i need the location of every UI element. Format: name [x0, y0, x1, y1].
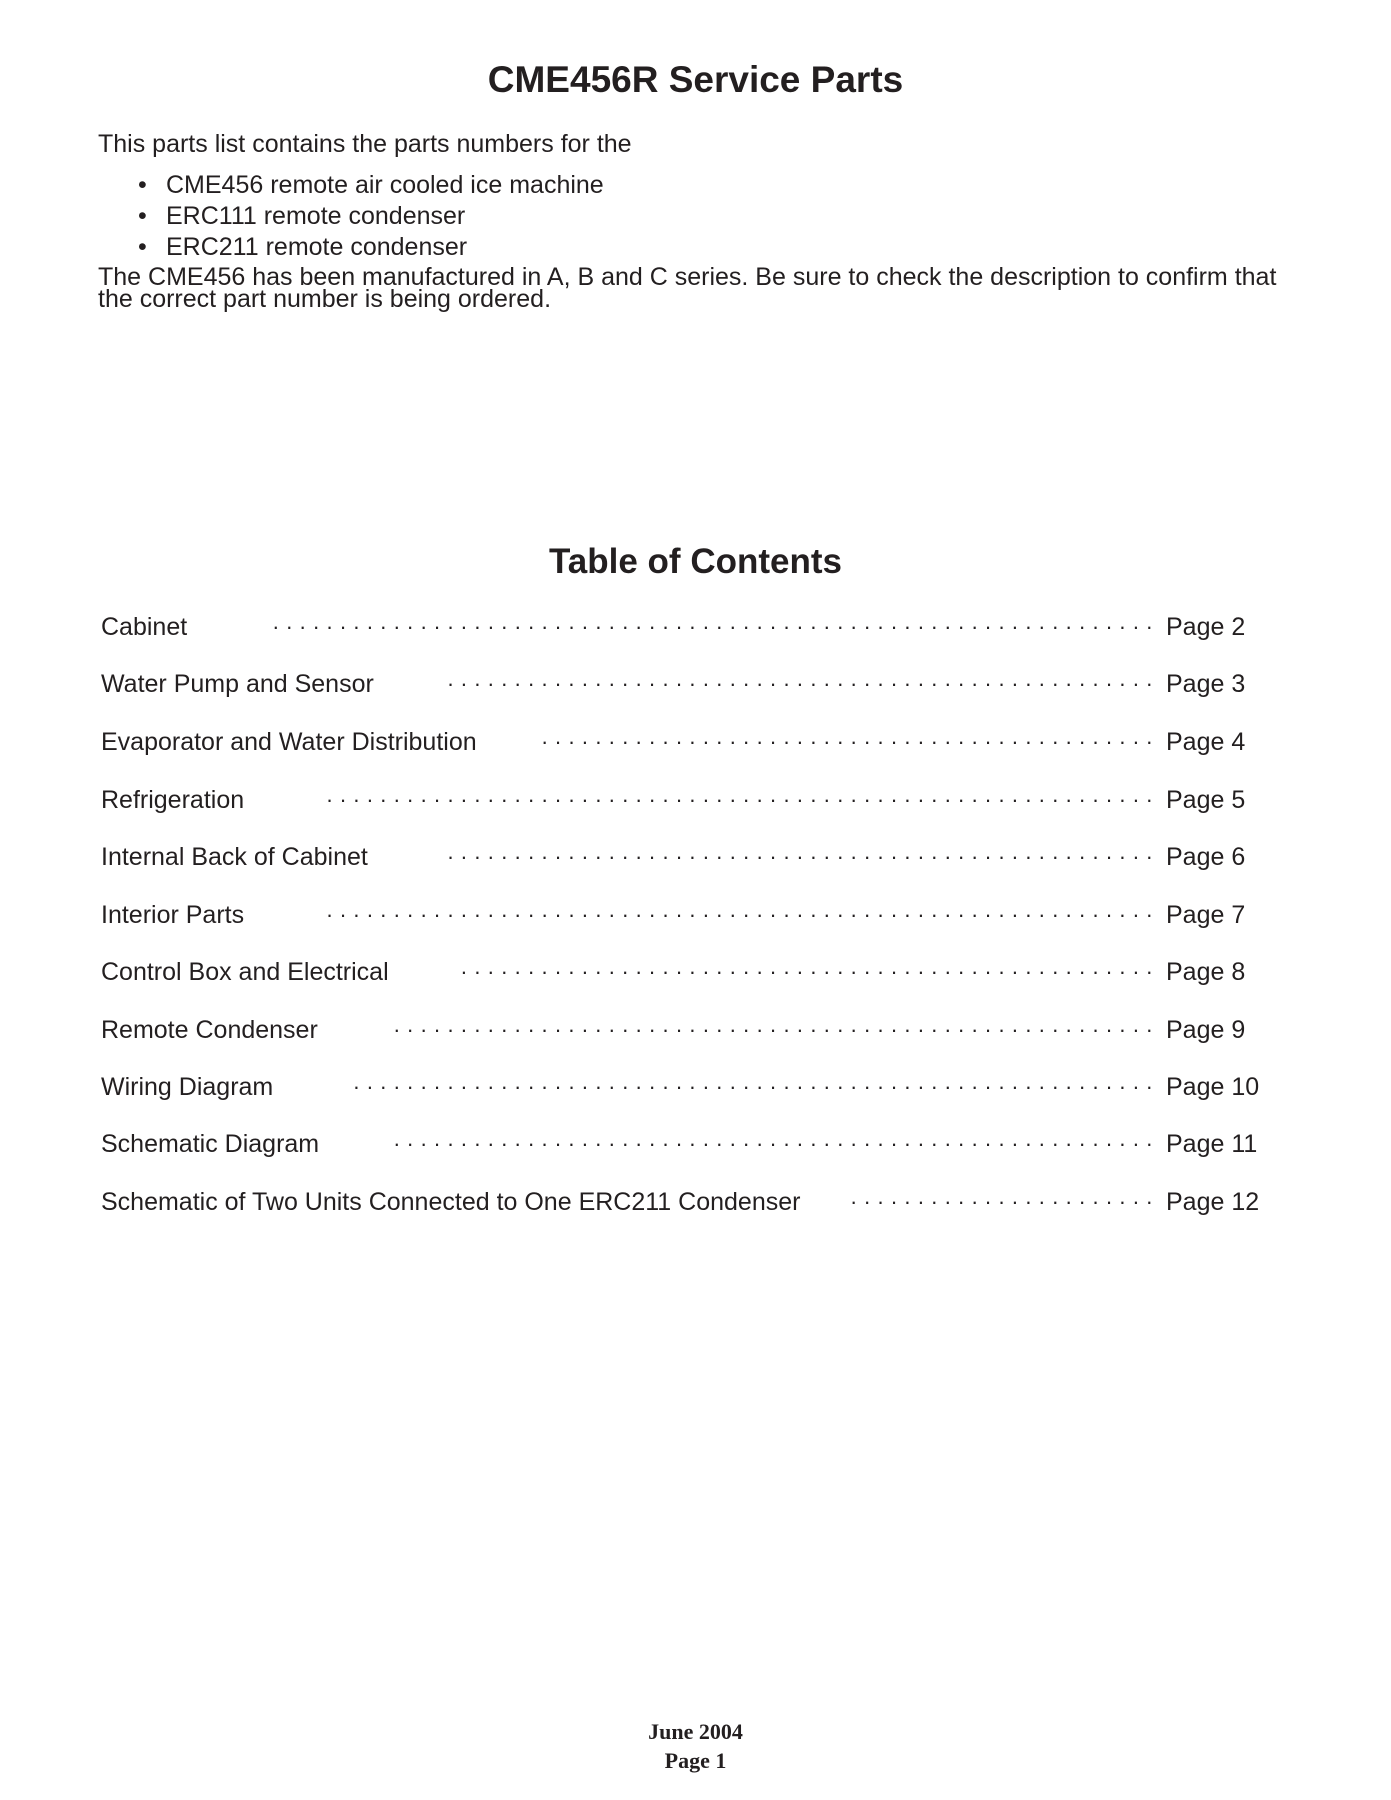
toc-entry-label: Internal Back of Cabinet: [101, 837, 374, 877]
toc-entry-page: Page 9: [1166, 1016, 1246, 1044]
toc-entry-page: Page 10: [1166, 1073, 1260, 1101]
toc-entry-two-units-schematic[interactable]: [101, 1182, 1263, 1222]
toc-entry-internal-back[interactable]: [101, 837, 1263, 877]
toc-entry-page: Page 11: [1166, 1130, 1258, 1158]
toc-entry-interior-parts[interactable]: [101, 895, 1263, 935]
dot-leader: · · · · · · · · · · · · · · · · · · · · · · · · · · · · · · · · · · · · · · · · · · · · · · · · · · · · ·: [446, 844, 1153, 869]
bullet-icon: •: [138, 202, 147, 230]
toc-entry-refrigeration[interactable]: [101, 780, 1263, 820]
bullet-icon: •: [138, 233, 147, 261]
toc-entry-label: Water Pump and Sensor: [101, 664, 380, 704]
dot-leader: · · · · · · · · · · · · · · · · · · · · · · · · · · · · · · · · · · · · · · · · · · · · · ·: [540, 729, 1153, 754]
toc-entry-page: Page 7: [1166, 901, 1246, 929]
dot-leader: · · · · · · · · · · · · · · · · · · · · · · · · · · · · · · · · · · · · · · · · · · · · · · · · · · · · · · · · · · · · · · · · · ·: [272, 614, 1153, 639]
toc-entry-page: Page 12: [1166, 1188, 1260, 1216]
dot-leader: · · · · · · · · · · · · · · · · · · · · · · ·: [850, 1189, 1153, 1214]
toc-entry-schematic-diagram[interactable]: [101, 1124, 1263, 1164]
footer-date: June 2004: [648, 1719, 743, 1744]
footer-page-number: Page 1: [664, 1748, 727, 1773]
toc-entry-water-pump[interactable]: [101, 664, 1263, 704]
toc-entry-label: Remote Condenser: [101, 1010, 324, 1050]
dot-leader: · · · · · · · · · · · · · · · · · · · · · · · · · · · · · · · · · · · · · · · · · · · · · · · · · · · · · · · · · · · ·: [352, 1074, 1153, 1099]
dot-leader: · · · · · · · · · · · · · · · · · · · · · · · · · · · · · · · · · · · · · · · · · · · · · · · · · · · · ·: [446, 671, 1153, 696]
toc-entry-wiring-diagram[interactable]: [101, 1067, 1263, 1107]
toc-entry-page: Page 2: [1166, 613, 1246, 641]
toc-entry-label: Interior Parts: [101, 895, 250, 935]
toc-entry-remote-condenser[interactable]: [101, 1010, 1263, 1050]
toc-entry-cabinet[interactable]: [101, 607, 1263, 647]
series-note-line-2: the correct part number is being ordered.: [98, 285, 552, 313]
dot-leader: · · · · · · · · · · · · · · · · · · · · · · · · · · · · · · · · · · · · · · · · · · · · · · · · · · · ·: [460, 959, 1153, 984]
toc-entry-label: Control Box and Electrical: [101, 952, 395, 992]
series-note-line-1: The CME456 has been manufactured in A, B and C series. Be sure to check the description to confirm that: [98, 263, 1277, 291]
dot-leader: · · · · · · · · · · · · · · · · · · · · · · · · · · · · · · · · · · · · · · · · · · · · · · · · · · · · · · · · ·: [393, 1131, 1153, 1156]
toc-entry-label: Wiring Diagram: [101, 1067, 279, 1107]
toc-entry-label: Schematic of Two Units Connected to One ERC211 Condenser: [101, 1182, 806, 1222]
toc-title: Table of Contents: [549, 542, 842, 581]
dot-leader: · · · · · · · · · · · · · · · · · · · · · · · · · · · · · · · · · · · · · · · · · · · · · · · · · · · · · · · · · · · · · ·: [325, 787, 1153, 812]
bullet-icon: •: [138, 171, 147, 199]
dot-leader: · · · · · · · · · · · · · · · · · · · · · · · · · · · · · · · · · · · · · · · · · · · · · · · · · · · · · · · · ·: [393, 1017, 1153, 1042]
toc-entry-label: Schematic Diagram: [101, 1124, 325, 1164]
toc-entry-label: Evaporator and Water Distribution: [101, 722, 483, 762]
toc-entry-page: Page 6: [1166, 843, 1246, 871]
dot-leader: · · · · · · · · · · · · · · · · · · · · · · · · · · · · · · · · · · · · · · · · · · · · · · · · · · · · · · · · · · · · · ·: [325, 902, 1153, 927]
page-title: CME456R Service Parts: [487, 59, 904, 100]
list-item: • ERC111 remote condenser: [138, 202, 466, 230]
toc-entry-evaporator[interactable]: [101, 722, 1263, 762]
toc-entry-page: Page 5: [1166, 786, 1246, 814]
list-item: • ERC211 remote condenser: [138, 233, 468, 261]
list-item: • CME456 remote air cooled ice machine: [138, 171, 604, 199]
toc-entry-page: Page 3: [1166, 670, 1246, 698]
toc-entry-page: Page 4: [1166, 728, 1246, 756]
toc-entry-page: Page 8: [1166, 958, 1246, 986]
model-list: [138, 170, 604, 263]
toc-entry-label: Cabinet: [101, 607, 193, 647]
toc-entry-control-box[interactable]: [101, 952, 1263, 992]
toc-entry-label: Refrigeration: [101, 780, 250, 820]
series-note: [98, 263, 1298, 313]
intro-text: This parts list contains the parts numbers for the: [98, 130, 632, 158]
